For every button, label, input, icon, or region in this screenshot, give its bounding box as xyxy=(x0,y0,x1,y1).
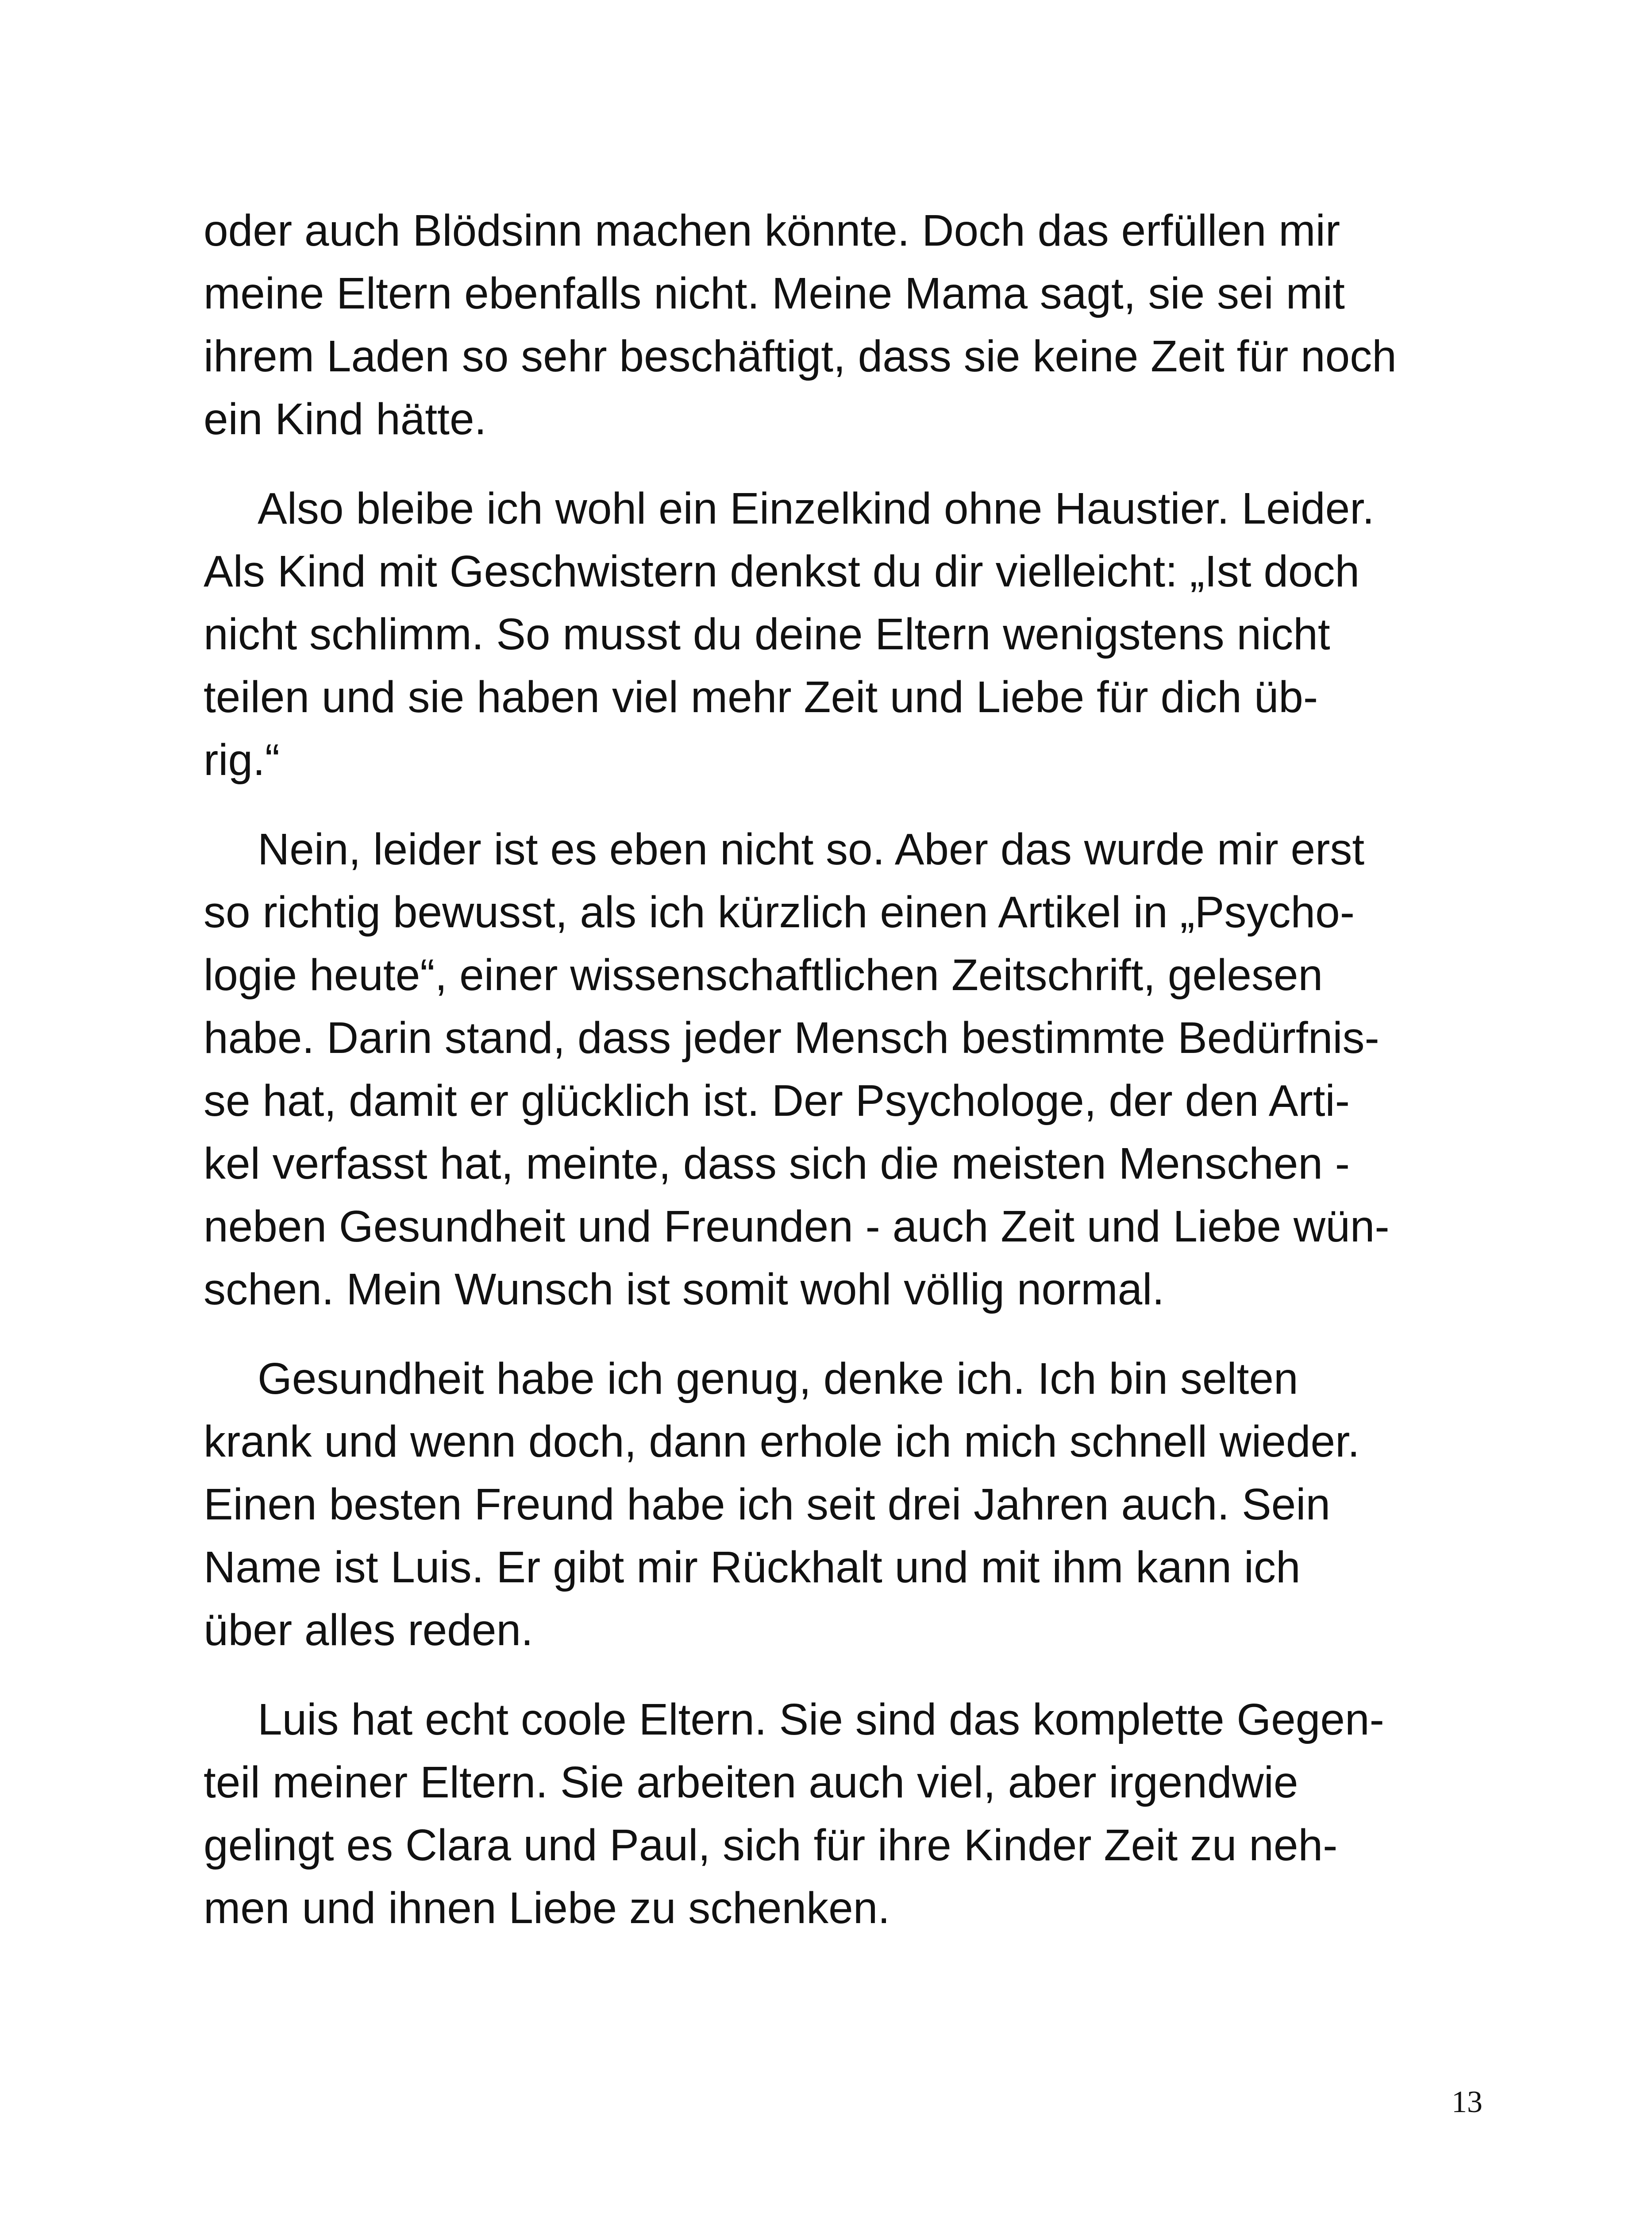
text-line: neben Gesundheit und Freunden - auch Zeit und Liebe wün- xyxy=(204,1202,1390,1251)
text-line: Luis hat echt coole Eltern. Sie sind das komplette Gegen- xyxy=(258,1695,1384,1744)
text-line: rig.“ xyxy=(204,735,280,785)
text-line: oder auch Blödsinn machen könnte. Doch das erfüllen mir xyxy=(204,206,1340,255)
text-line: so richtig bewusst, als ich kürzlich einen Artikel in „Psycho- xyxy=(204,887,1355,937)
text-line: logie heute“, einer wissenschaftlichen Zeitschrift, gelesen xyxy=(204,950,1323,1000)
text-line: nicht schlimm. So musst du deine Eltern wenigstens nicht xyxy=(204,609,1330,659)
paragraph-5 xyxy=(204,1688,1478,1939)
text-line: Name ist Luis. Er gibt mir Rückhalt und mit ihm kann ich xyxy=(204,1542,1301,1592)
text-line: se hat, damit er glücklich ist. Der Psychologe, der den Arti- xyxy=(204,1076,1350,1126)
page-number: 13 xyxy=(1452,2085,1483,2119)
text-line: kel verfasst hat, meinte, dass sich die meisten Menschen - xyxy=(204,1139,1350,1188)
text-line: habe. Darin stand, dass jeder Mensch bestimmte Bedürfnis- xyxy=(204,1013,1379,1063)
text-line: men und ihnen Liebe zu schenken. xyxy=(204,1883,890,1933)
text-line: ein Kind hätte. xyxy=(204,394,487,444)
text-line: meine Eltern ebenfalls nicht. Meine Mama sagt, sie sei mit xyxy=(204,269,1345,318)
text-line: ihrem Laden so sehr beschäftigt, dass sie keine Zeit für noch xyxy=(204,332,1397,381)
text-line: Also bleibe ich wohl ein Einzelkind ohne Haustier. Leider. xyxy=(258,484,1375,533)
text-line: Gesundheit habe ich genug, denke ich. Ich bin selten xyxy=(258,1354,1298,1403)
text-line: Als Kind mit Geschwistern denkst du dir vielleicht: „Ist doch xyxy=(204,547,1360,596)
paragraph-4 xyxy=(204,1347,1478,1662)
paragraph-1 xyxy=(204,199,1478,451)
text-line: über alles reden. xyxy=(204,1605,533,1655)
text-line: teilen und sie haben viel mehr Zeit und Liebe für dich üb- xyxy=(204,672,1318,722)
text-line: schen. Mein Wunsch ist somit wohl völlig normal. xyxy=(204,1265,1165,1314)
text-line: gelingt es Clara und Paul, sich für ihre Kinder Zeit zu neh- xyxy=(204,1820,1338,1870)
paragraph-3 xyxy=(204,818,1478,1321)
text-line: Einen besten Freund habe ich seit drei Jahren auch. Sein xyxy=(204,1480,1331,1529)
text-line: Nein, leider ist es eben nicht so. Aber das wurde mir erst xyxy=(258,825,1365,874)
text-line: krank und wenn doch, dann erhole ich mich schnell wieder. xyxy=(204,1417,1360,1466)
body-text xyxy=(204,199,1478,1939)
paragraph-2 xyxy=(204,477,1478,791)
text-line: teil meiner Eltern. Sie arbeiten auch viel, aber irgendwie xyxy=(204,1758,1298,1807)
